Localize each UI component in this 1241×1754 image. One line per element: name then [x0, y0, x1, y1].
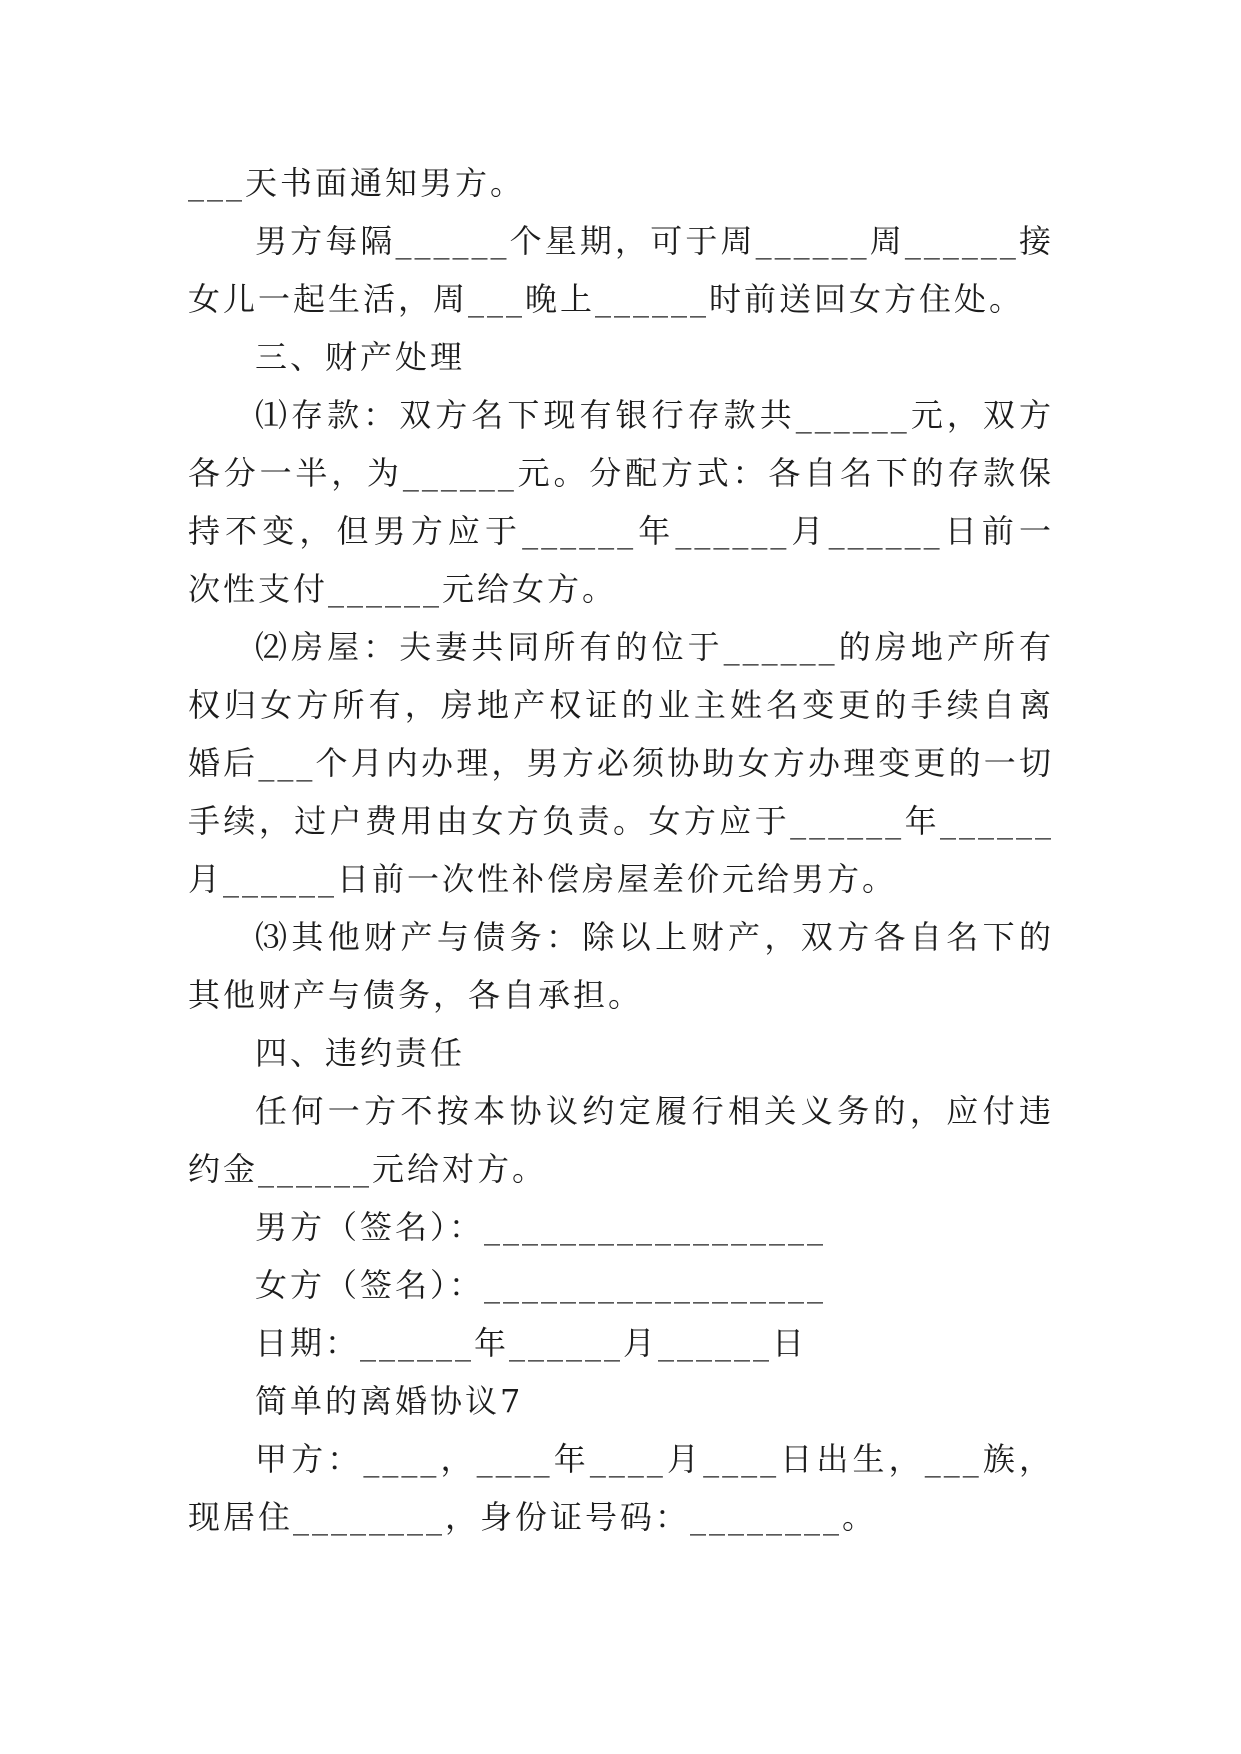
paragraph-party-a: 甲方：____，____年____月____日出生，___族，现居住________，身份证号码：________。	[188, 1440, 1054, 1536]
signature-line-male: 男方（签名）：__________________	[255, 1208, 827, 1246]
document-body	[188, 154, 1054, 1546]
paragraph-savings: ⑴存款：双方名下现有银行存款共______元，双方各分一半，为______元。分配方式：各自名下的存款保持不变，但男方应于______年______月______日前一次性支付______元给女方。	[188, 396, 1054, 608]
paragraph-breach-penalty: 任何一方不按本协议约定履行相关义务的，应付违约金______元给对方。	[188, 1092, 1054, 1188]
section-heading-breach: 四、违约责任	[255, 1034, 466, 1072]
paragraph-other-assets: ⑶其他财产与债务：除以上财产，双方各自名下的其他财产与债务，各自承担。	[188, 918, 1054, 1014]
section-heading-property: 三、财产处理	[255, 338, 466, 376]
agreement-title: 简单的离婚协议7	[255, 1382, 524, 1420]
date-line: 日期：______年______月______日	[255, 1324, 808, 1362]
paragraph-house: ⑵房屋：夫妻共同所有的位于______的房地产所有权归女方所有，房地产权证的业主姓名变更的手续自离婚后___个月内办理，男方必须协助女方办理变更的一切手续，过户费用由女方负责。女方应于______年______月______日前一次性补偿房屋差价元给男方。	[188, 628, 1054, 898]
paragraph-visitation: 男方每隔______个星期，可于周______周______接女儿一起生活，周___晚上______时前送回女方住处。	[188, 222, 1054, 318]
signature-line-female: 女方（签名）：__________________	[255, 1266, 827, 1304]
paragraph-notice-days: ___天书面通知男方。	[188, 164, 526, 202]
